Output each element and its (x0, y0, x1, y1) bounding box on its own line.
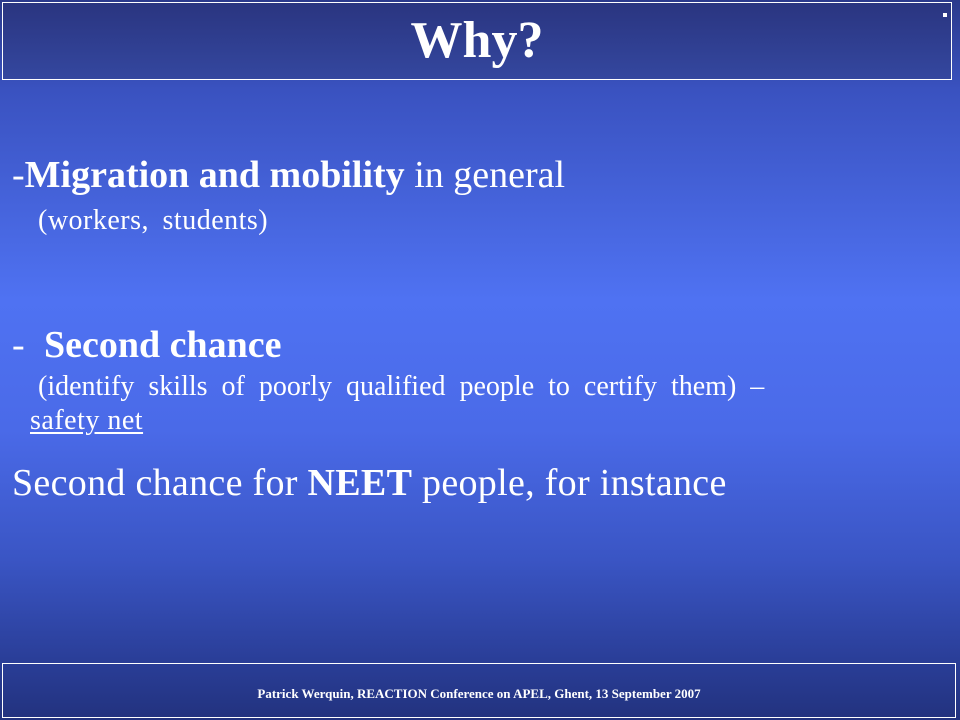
neet-line-bold: NEET (307, 462, 413, 504)
bullet-migration-rest: in general (404, 154, 566, 196)
bullet-dash: - (12, 324, 25, 366)
bullet-migration-sub: (workers, students) (38, 205, 269, 236)
title-box (2, 2, 952, 80)
slide-title: Why? (410, 12, 544, 69)
bullet-migration-bold: Migration and mobility (24, 154, 405, 196)
bullet-second-chance-sub: (identify skills of poorly qualified people to certify them) – (38, 371, 765, 402)
bullet-dash: - (12, 154, 25, 196)
neet-line-post: people, for instance (412, 462, 727, 504)
neet-line-pre: Second chance for (12, 462, 308, 504)
bullet-second-chance (12, 322, 282, 368)
footer-text: Patrick Werquin, REACTION Conference on APEL, Ghent, 13 September 2007 (257, 686, 701, 701)
neet-line (12, 460, 727, 506)
corner-mark (943, 13, 947, 17)
bullet-second-chance-bold: Second chance (44, 324, 282, 366)
footer-box (2, 663, 956, 718)
bullet-migration (12, 152, 565, 198)
safety-net-text: safety net (30, 405, 144, 436)
